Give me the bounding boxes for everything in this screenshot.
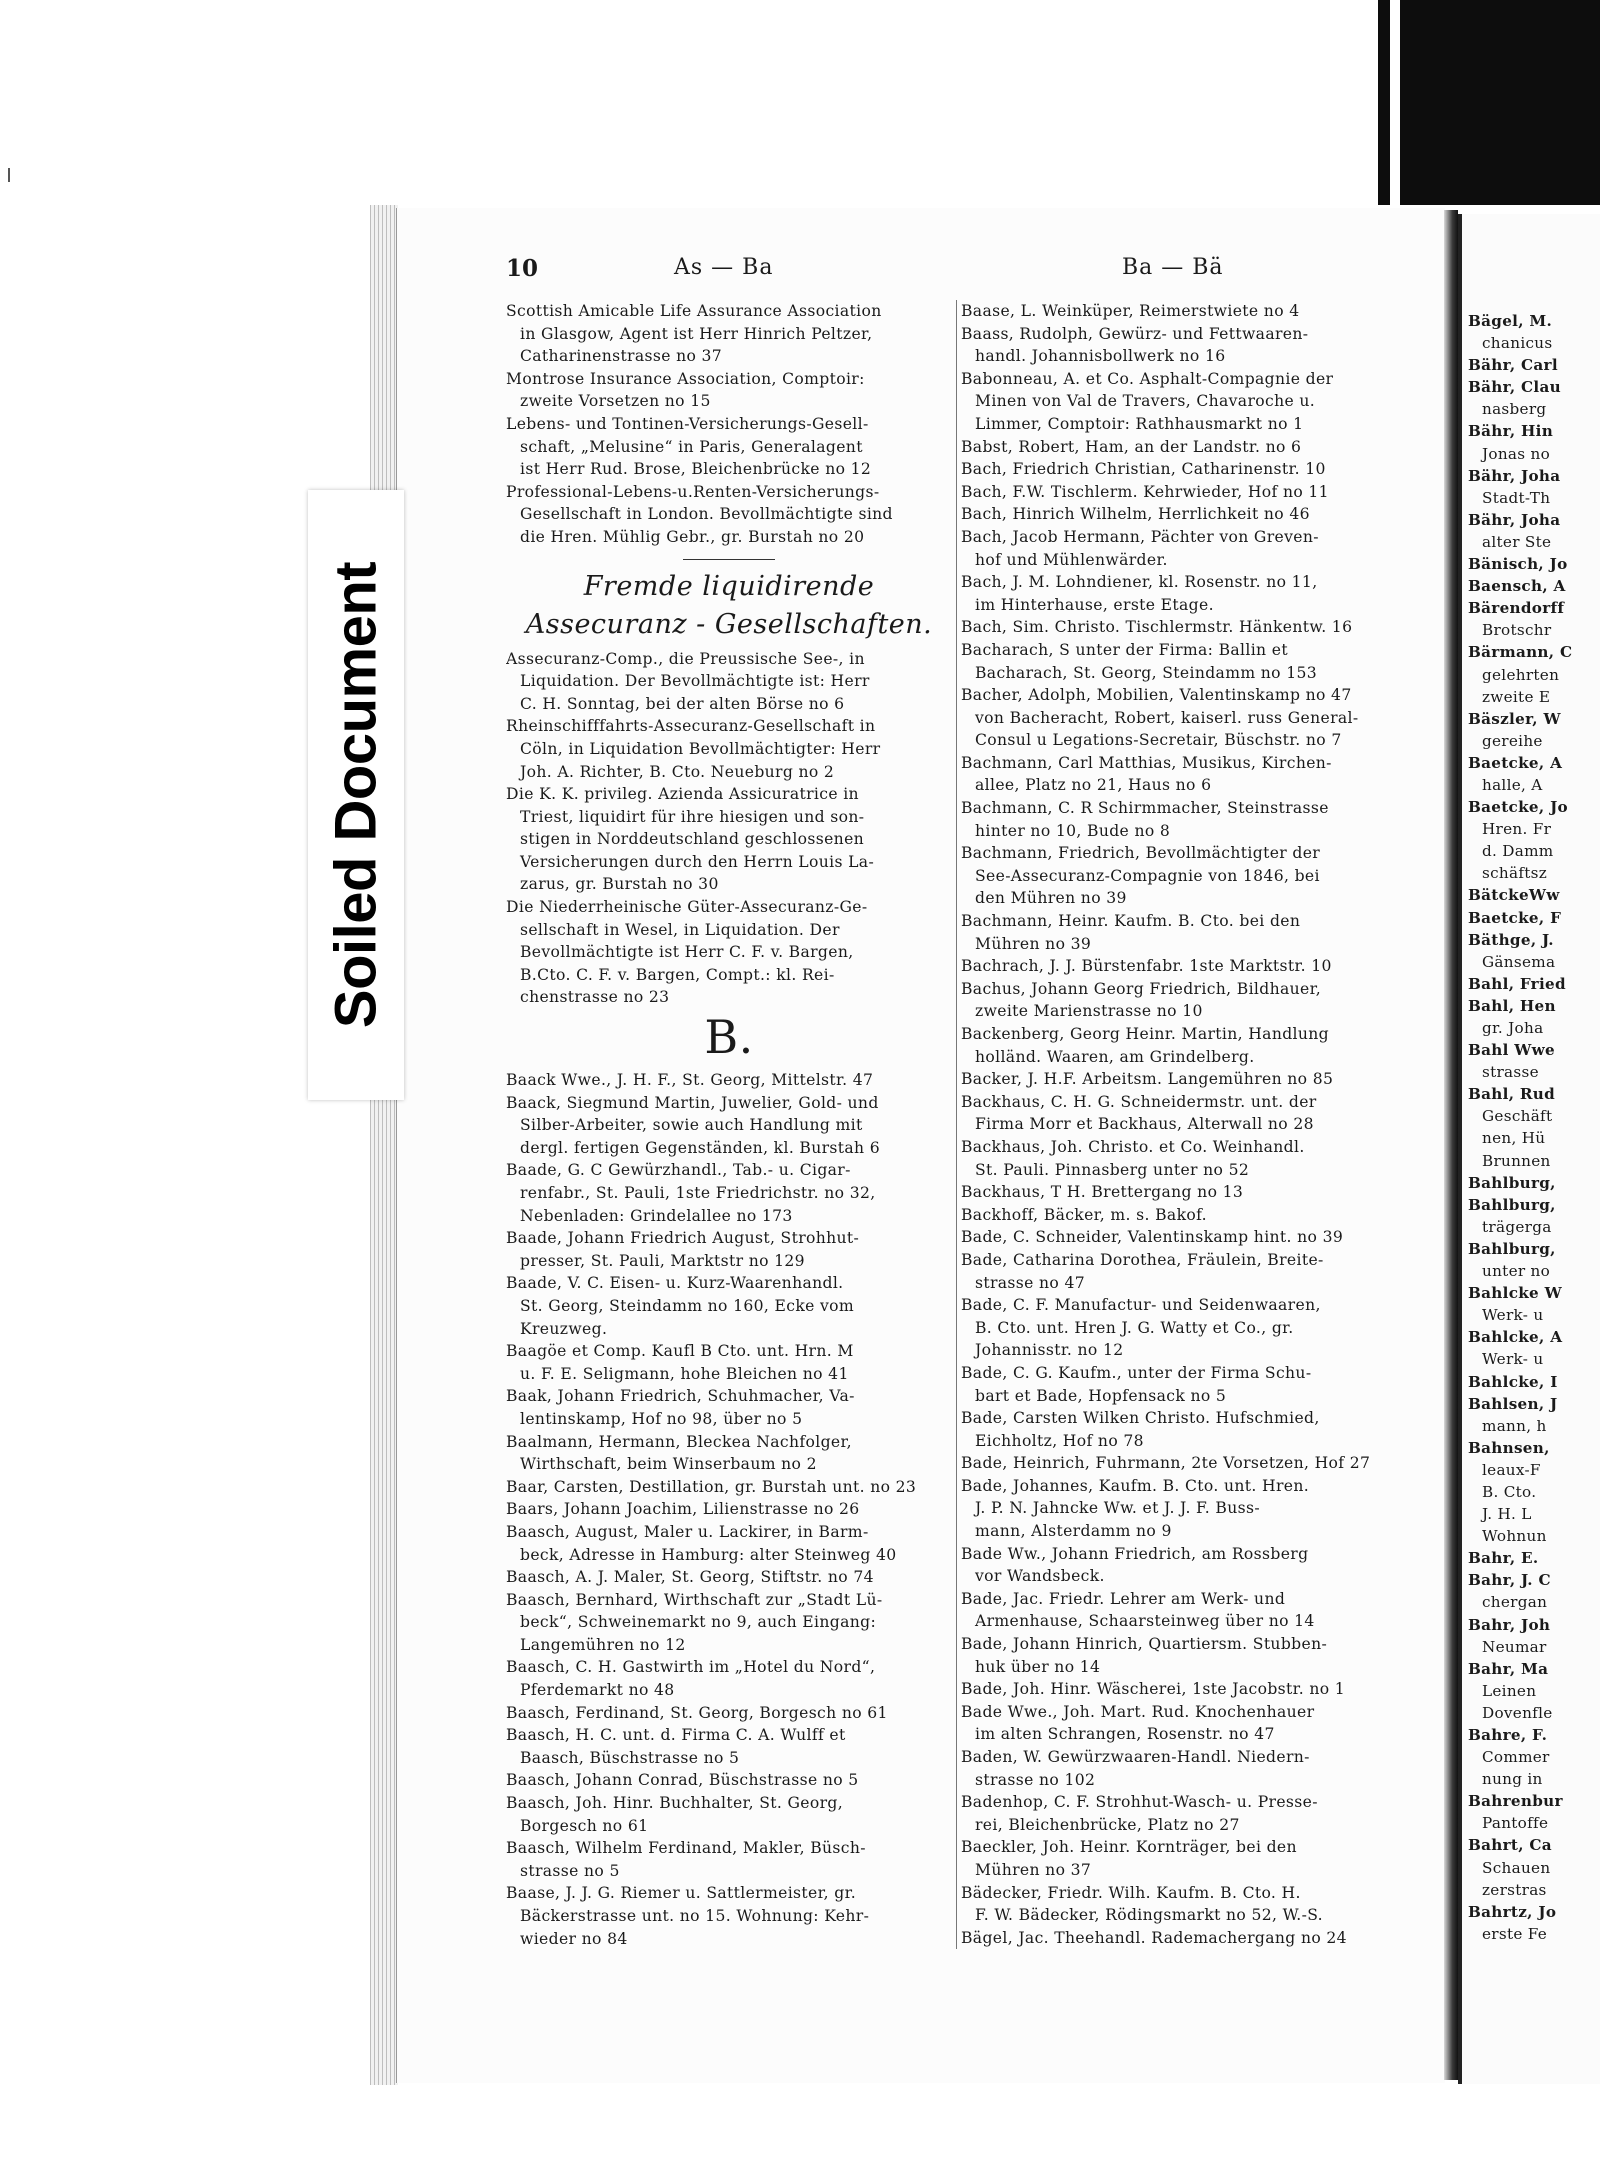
entry-line: mann, Alsterdamm no 9 [975, 1522, 1172, 1541]
entry-line: Baase, J. J. G. Riemer u. Sattlermeister, gr. [506, 1884, 857, 1903]
fragment-line: Baetcke, A [1468, 753, 1563, 772]
fragment-line: Bahr, J. C [1468, 1571, 1551, 1590]
entry-line: Firma Morr et Backhaus, Alterwall no 28 [975, 1115, 1314, 1134]
entry-line: Bade, Catharina Dorothea, Fräulein, Breite- [961, 1250, 1324, 1269]
fragment-line: gr. Joha [1482, 1019, 1544, 1037]
entry-line: Bach, Jacob Hermann, Pächter von Greven- [961, 527, 1319, 546]
fragment-line: leaux-F [1482, 1460, 1541, 1479]
entry-line: Baagöe et Comp. Kaufl B Cto. unt. Hrn. M [506, 1342, 854, 1361]
entry-line: Backhaus, C. H. G. Schneidermstr. unt. der [961, 1092, 1317, 1111]
entry-line: Baase, L. Weinküper, Reimerstwiete no 4 [961, 302, 1300, 320]
entry-line: Assecuranz-Comp., die Preussische See-, in [506, 649, 865, 668]
entry-line: Borgesch no 61 [520, 1816, 649, 1835]
entry-line: Catharinenstrasse no 37 [520, 347, 723, 366]
entry-line: Bade, C. F. Manufactur- und Seidenwaaren, [961, 1296, 1321, 1315]
entry-line: dergl. fertigen Gegenständen, kl. Burstah 6 [520, 1138, 881, 1157]
fragment-line: BätckeWw [1468, 886, 1560, 905]
entry-line: im Hinterhause, erste Etage. [975, 595, 1214, 614]
entry-line: u. F. E. Seligmann, hohe Bleichen no 41 [520, 1364, 849, 1383]
entry-line: Bachrach, J. J. Bürstenfabr. 1ste Marktstr. 10 [961, 957, 1332, 976]
fragment-line: Jonas no [1482, 444, 1551, 463]
entry-line: Bacher, Adolph, Mobilien, Valentinskamp no 47 [961, 686, 1352, 705]
fragment-line: Bahlburg, [1468, 1195, 1556, 1214]
entry-line: Bade, C. Schneider, Valentinskamp hint. no 39 [961, 1228, 1344, 1247]
entry-line: Bade, Johannes, Kaufm. B. Cto. unt. Hren. [961, 1476, 1310, 1495]
entry-line: Baasch, Bernhard, Wirthschaft zur „Stadt Lü- [506, 1590, 883, 1609]
entry-line: Versicherungen durch den Herrn Louis La- [520, 852, 875, 871]
entry-line: Baasch, August, Maler u. Lackirer, in Barm- [506, 1522, 869, 1541]
fragment-line: Stadt-Th [1482, 488, 1551, 507]
fragment-line: alter Ste [1482, 532, 1552, 551]
fragment-line: Bäthge, J. [1468, 930, 1554, 949]
entry-line: die Hren. Mühlig Gebr., gr. Burstah no 20 [520, 527, 865, 546]
fragment-line: Bahr, Ma [1468, 1659, 1549, 1678]
entry-line: Baden, W. Gewürzwaaren-Handl. Niedern- [961, 1748, 1310, 1766]
fragment-line: mann, h [1482, 1416, 1547, 1435]
fragment-line: chanicus [1482, 334, 1553, 353]
entry-line: Baack, Siegmund Martin, Juwelier, Gold- und [506, 1093, 879, 1112]
entry-line: schaft, „Melusine“ in Paris, Generalagent [520, 437, 863, 456]
entry-line: Baasch, Joh. Hinr. Buchhalter, St. Georg, [506, 1794, 844, 1813]
entry-line: Bade, Carsten Wilken Christo. Hufschmied, [961, 1409, 1320, 1428]
entry-line: Bägel, Jac. Theehandl. Rademachergang no 24 [961, 1928, 1347, 1947]
entry-line: Backer, J. H.F. Arbeitsm. Langemühren no 85 [961, 1070, 1334, 1089]
b-entries-right [961, 300, 1405, 1949]
fragment-line: J. H. L [1482, 1505, 1532, 1524]
left-header-range: As — Ba [674, 255, 774, 280]
entry-line: wieder no 84 [520, 1929, 628, 1948]
entry-line: Mühren no 37 [975, 1860, 1092, 1879]
entry-line: Nebenladen: Grindelallee no 173 [520, 1206, 793, 1225]
section-title-line-1: Fremde liquidirende [583, 570, 875, 602]
entry-line: Bachmann, Carl Matthias, Musikus, Kirchen- [961, 753, 1332, 772]
entry-line: Pferdemarkt no 48 [520, 1681, 675, 1700]
fragment-line: Bahlcke, A [1468, 1328, 1563, 1347]
fragment-line: Werk- u [1482, 1306, 1544, 1325]
entry-line: Gesellschaft in London. Bevollmächtigte sind [520, 505, 893, 524]
entry-line: Bade Wwe., Joh. Mart. Rud. Knochenhauer [961, 1702, 1315, 1721]
fragment-line: Bahr, Joh [1468, 1615, 1551, 1634]
entry-line: Baars, Johann Joachim, Lilienstrasse no 26 [506, 1500, 860, 1519]
entry-line: presser, St. Pauli, Marktstr no 129 [520, 1251, 805, 1270]
entry-line: Triest, liquidirt für ihre hiesigen und son- [520, 807, 865, 826]
entry-line: Baasch, H. C. unt. d. Firma C. A. Wulff et [506, 1726, 846, 1745]
book-gutter [1444, 210, 1458, 2080]
fragment-line: d. Damm [1482, 842, 1554, 861]
entry-line: Bach, J. M. Lohndiener, kl. Rosenstr. no 11, [961, 573, 1318, 592]
fragment-line: Bahrtz, Jo [1468, 1902, 1557, 1921]
fragment-line: Gänsema [1482, 952, 1556, 971]
entry-line: Bach, Friedrich Christian, Catharinenstr. 10 [961, 460, 1326, 479]
entry-line: Bachmann, C. R Schirmmacher, Steinstrasse [961, 799, 1329, 818]
fragment-line: Commer [1482, 1748, 1550, 1767]
fragment-line: Bahlcke W [1468, 1284, 1562, 1303]
entry-line: Bade, Jac. Friedr. Lehrer am Werk- und [961, 1589, 1286, 1608]
entry-line: Cöln, in Liquidation Bevollmächtigter: Herr [520, 739, 881, 758]
entry-line: Bacharach, St. Georg, Steindamm no 153 [975, 663, 1318, 682]
entry-line: chenstrasse no 23 [520, 988, 670, 1007]
page-number: 10 [506, 255, 539, 282]
fragment-line: strasse [1482, 1063, 1539, 1082]
fragment-line: halle, A [1482, 775, 1543, 794]
liquidating-insurance-entries [506, 648, 952, 1010]
entry-line: Mühren no 39 [975, 934, 1092, 953]
entry-line: Bäckerstrasse unt. no 15. Wohnung: Kehr- [520, 1907, 870, 1925]
fragment-line: zerstras [1482, 1880, 1547, 1899]
fragment-line: Bahlcke, I [1468, 1372, 1558, 1391]
entry-line: allee, Platz no 21, Haus no 6 [975, 776, 1212, 795]
entry-line: hof und Mühlenwärder. [975, 550, 1168, 569]
fragment-line: Bähr, Hin [1468, 422, 1554, 441]
entry-line: Bädecker, Friedr. Wilh. Kaufm. B. Cto. H. [961, 1883, 1301, 1902]
fragment-line: gelehrten [1482, 665, 1560, 684]
entry-line: B.Cto. C. F. v. Bargen, Compt.: kl. Rei- [520, 965, 835, 984]
fragment-line: Dovenfle [1482, 1703, 1553, 1722]
entry-line: zweite Marienstrasse no 10 [975, 1002, 1203, 1021]
entry-line: Bevollmächtigte ist Herr C. F. v. Bargen, [520, 943, 854, 962]
entry-line: Baasch, C. H. Gastwirth im „Hotel du Nord“, [506, 1658, 876, 1677]
fragment-line: Werk- u [1482, 1350, 1544, 1369]
insurance-entries [506, 300, 952, 549]
entry-line: Bade, Joh. Hinr. Wäscherei, 1ste Jacobstr. no 1 [961, 1680, 1346, 1699]
fragment-line: Bahl Wwe [1468, 1041, 1555, 1060]
entry-line: huk über no 14 [975, 1657, 1101, 1676]
entry-line: ist Herr Rud. Brose, Bleichenbrücke no 12 [520, 460, 872, 479]
fragment-line: Bähr, Joha [1468, 510, 1561, 529]
book-page-edges [370, 205, 398, 2085]
fragment-line: B. Cto. [1482, 1482, 1537, 1501]
b-entries-left [506, 1069, 952, 1950]
entry-line: B. Cto. unt. Hren J. G. Watty et Co., gr. [975, 1318, 1294, 1337]
fragment-line: nung in [1482, 1770, 1543, 1789]
fragment-line: Geschäft [1482, 1107, 1553, 1126]
entry-line: J. P. N. Jahncke Ww. et J. J. F. Buss- [975, 1499, 1260, 1518]
entry-line: zarus, gr. Burstah no 30 [520, 875, 719, 894]
entry-line: Badenhop, C. F. Strohhut-Wasch- u. Presse- [961, 1793, 1318, 1812]
entry-line: lentinskamp, Hof no 98, über no 5 [520, 1409, 803, 1428]
fragment-line: trägerga [1482, 1217, 1552, 1236]
entry-line: vor Wandsbeck. [975, 1567, 1105, 1586]
entry-line: Die K. K. privileg. Azienda Assicuratrice in [506, 785, 859, 804]
entry-line: Baeckler, Joh. Heinr. Kornträger, bei den [961, 1838, 1297, 1857]
entry-line: Rheinschifffahrts-Assecuranz-Gesellschaft in [506, 717, 876, 736]
fragment-line: Bähr, Clau [1468, 378, 1561, 397]
letter-heading: B. [704, 1010, 754, 1065]
entry-line: Bach, Sim. Christo. Tischlermstr. Hänkentw. 16 [961, 618, 1353, 637]
fragment-line: Bärmann, C [1468, 643, 1573, 662]
entry-line: im alten Schrangen, Rosenstr. no 47 [975, 1725, 1275, 1744]
fragment-line: Bahr, E. [1468, 1549, 1539, 1568]
fragment-line: Bänisch, Jo [1468, 555, 1568, 574]
fragment-line: Baetcke, F [1468, 908, 1562, 927]
entry-line: Babonneau, A. et Co. Asphalt-Compagnie der [961, 369, 1334, 388]
entry-line: Backhoff, Bäcker, m. s. Bakof. [961, 1205, 1207, 1224]
fragment-line: unter no [1482, 1262, 1551, 1281]
entry-line: Baade, V. C. Eisen- u. Kurz-Waarenhandl. [506, 1274, 844, 1293]
fragment-line: Pantoffe [1482, 1814, 1549, 1833]
fragment-line: zweite E [1482, 687, 1551, 706]
fragment-line: Bähr, Carl [1468, 356, 1558, 375]
entry-line: Minen von Val de Travers, Chavaroche u. [975, 392, 1316, 411]
entry-line: Bach, F.W. Tischlerm. Kehrwieder, Hof no 11 [961, 482, 1329, 501]
entry-line: Baasch, Büschstrasse no 5 [520, 1748, 740, 1767]
entry-line: St. Georg, Steindamm no 160, Ecke vom [520, 1296, 855, 1315]
entry-line: Backhaus, T H. Brettergang no 13 [961, 1183, 1244, 1202]
entry-line: in Glasgow, Agent ist Herr Hinrich Peltzer, [520, 324, 873, 343]
fragment-line: Bahnsen, [1468, 1438, 1550, 1457]
entry-line: Backhaus, Joh. Christo. et Co. Weinhandl. [961, 1137, 1305, 1156]
entry-line: Montrose Insurance Association, Comptoir: [506, 369, 865, 388]
entry-line: strasse no 5 [520, 1861, 620, 1880]
entry-line: Wirthschaft, beim Winserbaum no 2 [520, 1455, 817, 1474]
next-page-fragment [1458, 214, 1600, 2084]
entry-line: beck“, Schweinemarkt no 9, auch Eingang: [520, 1613, 877, 1632]
entry-line: Johannisstr. no 12 [975, 1341, 1124, 1360]
fragment-line: Hren. Fr [1482, 820, 1552, 839]
entry-line: Eichholtz, Hof no 78 [975, 1431, 1144, 1450]
entry-line: strasse no 102 [975, 1770, 1096, 1789]
entry-line: C. H. Sonntag, bei der alten Börse no 6 [520, 694, 845, 713]
scan-dark-border [1378, 0, 1600, 205]
fragment-line: Bähr, Joha [1468, 466, 1561, 485]
entry-line: Baade, G. C Gewürzhandl., Tab.- u. Cigar- [506, 1161, 851, 1180]
entry-line: strasse no 47 [975, 1273, 1085, 1292]
entry-line: Silber-Arbeiter, sowie auch Handlung mit [520, 1116, 863, 1135]
fragment-line: Bahlsen, J [1468, 1394, 1558, 1413]
fragment-line: Wohnun [1482, 1527, 1547, 1546]
fragment-line: Baensch, A [1468, 577, 1566, 596]
entry-line: Baasch, Ferdinand, St. Georg, Borgesch no 61 [506, 1703, 888, 1722]
fragment-line: gereihe [1482, 731, 1543, 750]
fragment-line: Bäszler, W [1468, 709, 1561, 728]
entry-line: St. Pauli. Pinnasberg unter no 52 [975, 1160, 1250, 1179]
entry-line: Liquidation. Der Bevollmächtigte ist: Herr [520, 672, 870, 691]
entry-line: handl. Johannisbollwerk no 16 [975, 347, 1226, 366]
right-column [956, 300, 1405, 1949]
entry-line: Bachus, Johann Georg Friedrich, Bildhauer, [961, 979, 1322, 998]
section-title-line-2: Assecuranz - Gesellschaften. [525, 608, 933, 640]
entry-line: Bach, Hinrich Wilhelm, Herrlichkeit no 46 [961, 505, 1310, 524]
entry-line: See-Assecuranz-Compagnie von 1846, bei [975, 866, 1320, 885]
fragment-line: Neumar [1482, 1637, 1547, 1656]
entry-line: den Mühren no 39 [975, 889, 1127, 908]
entry-line: Lebens- und Tontinen-Versicherungs-Gesell- [506, 414, 869, 433]
fragment-line: Bahlburg, [1468, 1173, 1556, 1192]
fragment-line: erste Fe [1482, 1924, 1548, 1943]
entry-line: bart et Bade, Hopfensack no 5 [975, 1386, 1227, 1405]
entry-line: Bachmann, Heinr. Kaufm. B. Cto. bei den [961, 912, 1301, 931]
fragment-line: schäftsz [1482, 864, 1548, 883]
fragment-line: nasberg [1482, 400, 1547, 419]
fragment-line: Bahl, Rud [1468, 1085, 1556, 1104]
fragment-line: nen, Hü [1482, 1129, 1546, 1148]
entry-line: Baasch, Johann Conrad, Büschstrasse no 5 [506, 1771, 859, 1790]
fragment-line: Bahl, Fried [1468, 974, 1566, 993]
entry-line: zweite Vorsetzen no 15 [520, 392, 711, 411]
entry-line: beck, Adresse in Hamburg: alter Steinweg 40 [520, 1545, 897, 1564]
entry-line: Die Niederrheinische Güter-Assecuranz-Ge- [506, 898, 868, 917]
entry-line: Bade, Johann Hinrich, Quartiersm. Stubben- [961, 1635, 1328, 1654]
entry-line: Bade Ww., Johann Friedrich, am Rossberg [961, 1544, 1309, 1563]
entry-line: Kreuzweg. [520, 1319, 608, 1338]
entry-line: Babst, Robert, Ham, an der Landstr. no 6 [961, 437, 1302, 456]
entry-line: Limmer, Comptoir: Rathhausmarkt no 1 [975, 414, 1304, 433]
sticker-text: Soiled Document [323, 561, 389, 1029]
fragment-line: Bahlburg, [1468, 1239, 1556, 1258]
fragment-line: Bägel, M. [1468, 312, 1553, 330]
soiled-document-sticker [308, 490, 404, 1100]
fragment-line: Baetcke, Jo [1468, 798, 1568, 817]
fragment-line: Bahl, Hen [1468, 996, 1556, 1015]
fragment-line: chergan [1482, 1593, 1548, 1612]
fragment-line: Bahre, F. [1468, 1726, 1548, 1744]
entry-line: Baasch, Wilhelm Ferdinand, Makler, Büsch- [506, 1839, 866, 1858]
entry-line: Bade, C. G. Kaufm., unter der Firma Schu- [961, 1363, 1312, 1382]
entry-line: Scottish Amicable Life Assurance Association [506, 302, 882, 320]
entry-line: Joh. A. Richter, B. Cto. Neueburg no 2 [520, 762, 835, 781]
entry-line: von Bacheracht, Robert, kaiserl. russ General- [975, 708, 1359, 727]
fragment-line: Bahrt, Ca [1468, 1836, 1552, 1855]
entry-line: rei, Bleichenbrücke, Platz no 27 [975, 1815, 1240, 1834]
entry-line: stigen in Norddeutschland geschlossenen [520, 830, 865, 849]
entry-line: Baade, Johann Friedrich August, Strohhut- [506, 1229, 860, 1248]
entry-line: Langemühren no 12 [520, 1635, 686, 1654]
entry-line: Baak, Johann Friedrich, Schuhmacher, Va- [506, 1387, 855, 1406]
section-rule [683, 559, 775, 560]
fragment-line: Bärendorff [1468, 599, 1565, 618]
right-header-range: Ba — Bä [1122, 255, 1224, 280]
entry-line: Consul u Legations-Secretair, Büschstr. no 7 [975, 731, 1342, 750]
entry-line: Bachmann, Friedrich, Bevollmächtigter der [961, 844, 1321, 863]
entry-line: Baack Wwe., J. H. F., St. Georg, Mittelstr. 47 [506, 1071, 874, 1090]
fragment-line: Leinen [1482, 1681, 1537, 1700]
entry-line: Baass, Rudolph, Gewürz- und Fettwaaren- [961, 324, 1309, 343]
scan-mark [8, 168, 10, 182]
fragment-line: Bahrenbur [1468, 1792, 1563, 1811]
entry-line: Baalmann, Hermann, Bleckea Nachfolger, [506, 1432, 852, 1451]
entry-line: Bade, Heinrich, Fuhrmann, 2te Vorsetzen, Hof 27 [961, 1454, 1371, 1473]
fragment-line: Schauen [1482, 1858, 1551, 1877]
entry-line: holländ. Waaren, am Grindelberg. [975, 1047, 1255, 1066]
entry-line: hinter no 10, Bude no 8 [975, 821, 1171, 840]
left-column [506, 300, 952, 1950]
fragment-line: Brotschr [1482, 621, 1552, 640]
entry-line: sellschaft in Wesel, in Liquidation. Der [520, 920, 840, 939]
entry-line: Bacharach, S unter der Firma: Ballin et [961, 640, 1288, 659]
next-page-text [1468, 310, 1600, 1945]
entry-line: renfabr., St. Pauli, 1ste Friedrichstr. no 32, [520, 1184, 876, 1202]
entry-line: Professional-Lebens-u.Renten-Versicherungs- [506, 482, 880, 501]
entry-line: Backenberg, Georg Heinr. Martin, Handlung [961, 1025, 1330, 1043]
entry-line: F. W. Bädecker, Rödingsmarkt no 52, W.-S. [975, 1906, 1323, 1925]
entry-line: Armenhause, Schaarsteinweg über no 14 [975, 1612, 1315, 1631]
entry-line: Baasch, A. J. Maler, St. Georg, Stiftstr. no 74 [506, 1568, 874, 1587]
fragment-line: Brunnen [1482, 1151, 1551, 1170]
entry-line: Baar, Carsten, Destillation, gr. Burstah unt. no 23 [506, 1477, 917, 1496]
